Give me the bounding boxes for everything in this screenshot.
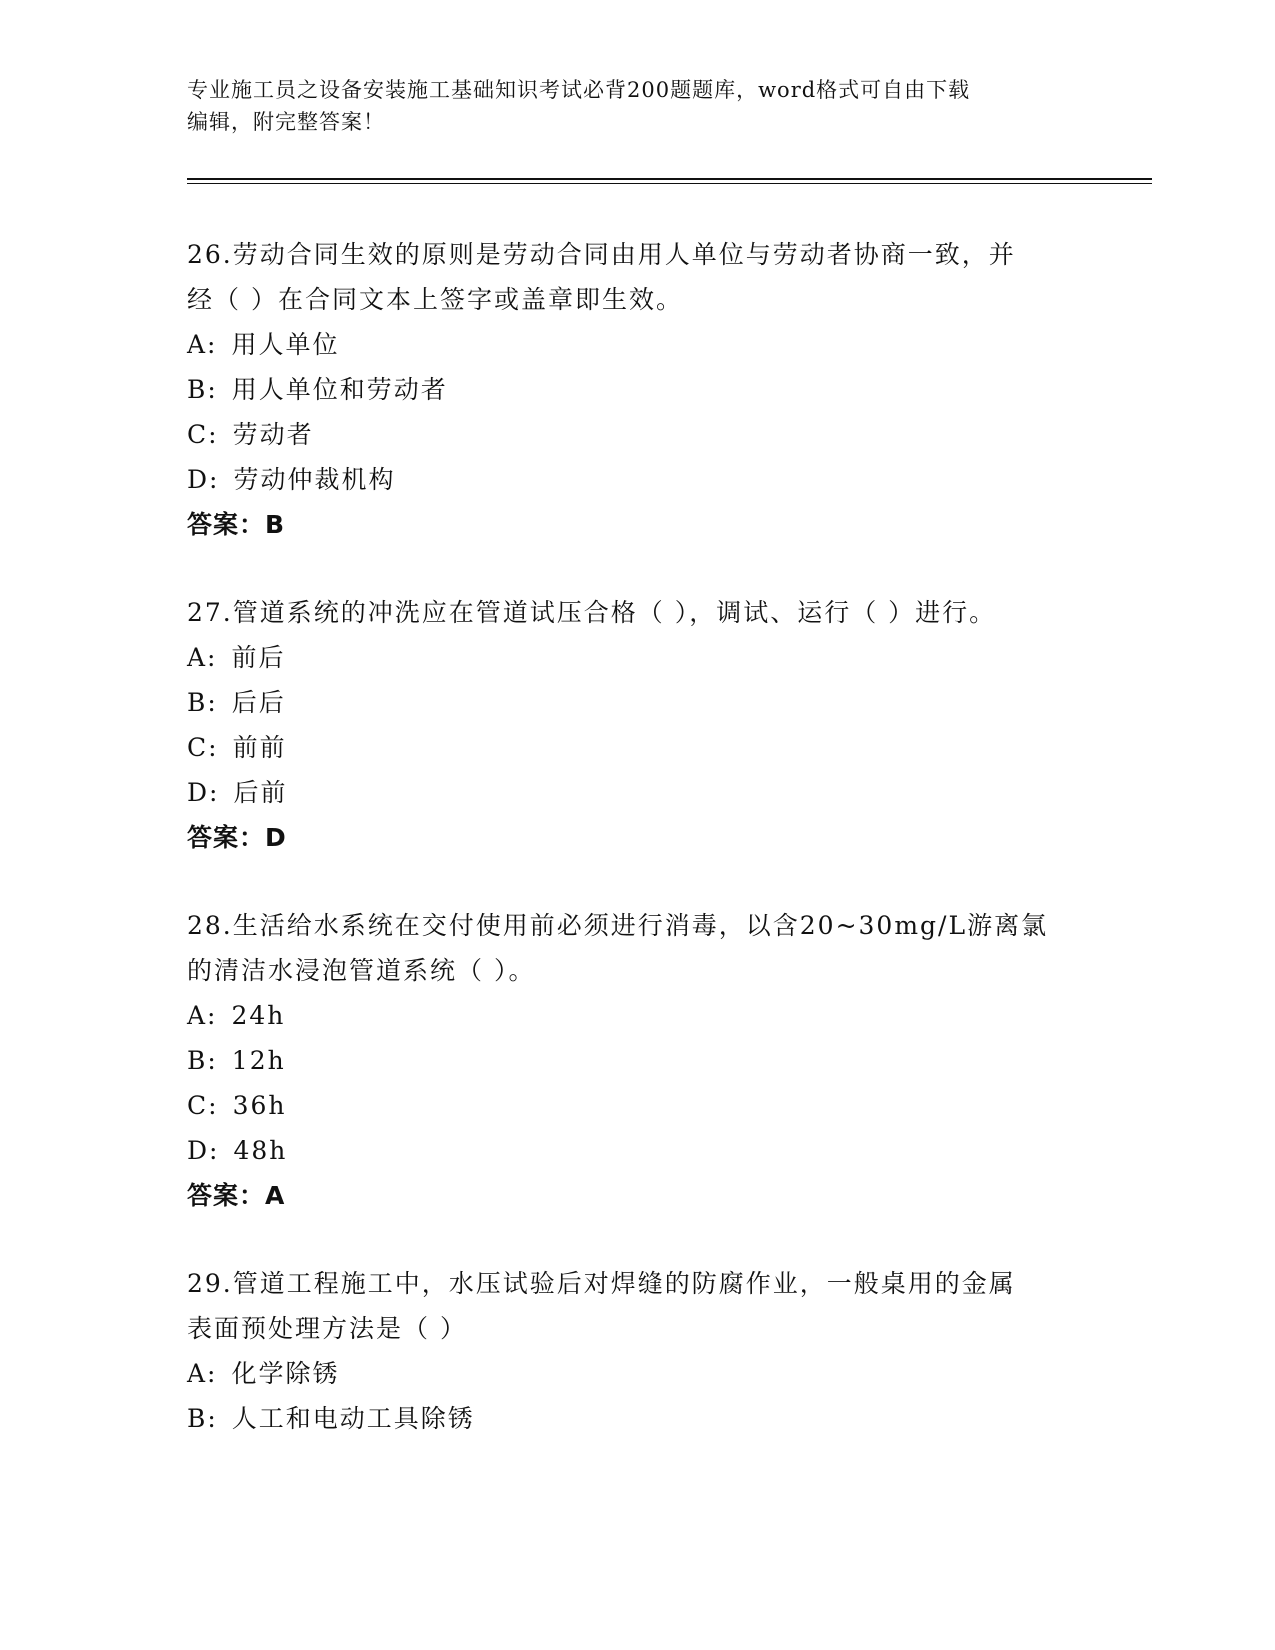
option-d xyxy=(187,457,1087,502)
question-stem-line: 26.劳动合同生效的原则是劳动合同由用人单位与劳动者协商一致，并 xyxy=(187,240,1016,269)
option-text: 后后 xyxy=(231,688,286,717)
option-d xyxy=(187,1128,1087,1173)
option-text: 36h xyxy=(232,1091,287,1120)
question-stem-line: 表面预处理方法是（ ） xyxy=(187,1314,467,1343)
question-stem-line: 27.管道系统的冲洗应在管道试压合格（ ），调试、运行（ ）进行。 xyxy=(187,598,997,627)
option-key: C: xyxy=(187,733,219,762)
question-stem-line: 29.管道工程施工中，水压试验后对焊缝的防腐作业，一般桌用的金属 xyxy=(187,1269,1016,1298)
question-stem-line: 28.生活给水系统在交付使用前必须进行消毒，以含20~30mg/L游离氯 xyxy=(187,911,1049,940)
option-c xyxy=(187,725,1087,770)
option-text: 化学除锈 xyxy=(231,1359,340,1388)
option-key: D: xyxy=(187,1136,220,1165)
question-stem-line: 的清洁水浸泡管道系统（ ）。 xyxy=(187,956,536,985)
option-b xyxy=(187,680,1087,725)
option-text: 48h xyxy=(233,1136,288,1165)
option-key: C: xyxy=(187,1091,219,1120)
option-key: A: xyxy=(187,1001,218,1030)
option-b xyxy=(187,367,1087,412)
question-stem-line: 经（ ）在合同文本上签字或盖章即生效。 xyxy=(187,285,683,314)
option-text: 12h xyxy=(231,1046,286,1075)
question-28 xyxy=(187,903,1087,1218)
option-c xyxy=(187,1083,1087,1128)
question-27 xyxy=(187,590,1087,860)
option-b xyxy=(187,1038,1087,1083)
answer-label: 答案：A xyxy=(187,1181,286,1210)
option-text: 用人单位和劳动者 xyxy=(231,375,448,404)
option-key: B: xyxy=(187,1046,218,1075)
question-29 xyxy=(187,1261,1087,1441)
option-text: 24h xyxy=(231,1001,286,1030)
option-a xyxy=(187,635,1087,680)
option-a xyxy=(187,993,1087,1038)
document-header xyxy=(187,74,1087,138)
header-divider-thick xyxy=(187,178,1152,180)
option-key: B: xyxy=(187,688,218,717)
answer-label: 答案：D xyxy=(187,823,287,852)
option-text: 劳动者 xyxy=(232,420,314,449)
option-key: B: xyxy=(187,375,218,404)
option-d xyxy=(187,770,1087,815)
option-key: A: xyxy=(187,1359,218,1388)
option-text: 前前 xyxy=(232,733,287,762)
header-line-2: 编辑，附完整答案！ xyxy=(187,110,385,134)
option-c xyxy=(187,412,1087,457)
option-key: A: xyxy=(187,330,218,359)
question-list xyxy=(187,232,1087,1484)
header-line-1: 专业施工员之设备安装施工基础知识考试必背200题题库，word格式可自由下载 xyxy=(187,78,971,102)
option-a xyxy=(187,322,1087,367)
option-text: 劳动仲裁机构 xyxy=(233,465,396,494)
option-key: A: xyxy=(187,643,218,672)
option-b xyxy=(187,1396,1087,1441)
option-text: 用人单位 xyxy=(231,330,340,359)
option-text: 前后 xyxy=(231,643,286,672)
option-key: C: xyxy=(187,420,219,449)
option-a xyxy=(187,1351,1087,1396)
option-text: 人工和电动工具除锈 xyxy=(231,1404,475,1433)
option-key: B: xyxy=(187,1404,218,1433)
header-divider-thin xyxy=(187,183,1152,184)
answer-label: 答案：B xyxy=(187,510,286,539)
option-key: D: xyxy=(187,778,220,807)
option-text: 后前 xyxy=(233,778,288,807)
question-26 xyxy=(187,232,1087,547)
option-key: D: xyxy=(187,465,220,494)
